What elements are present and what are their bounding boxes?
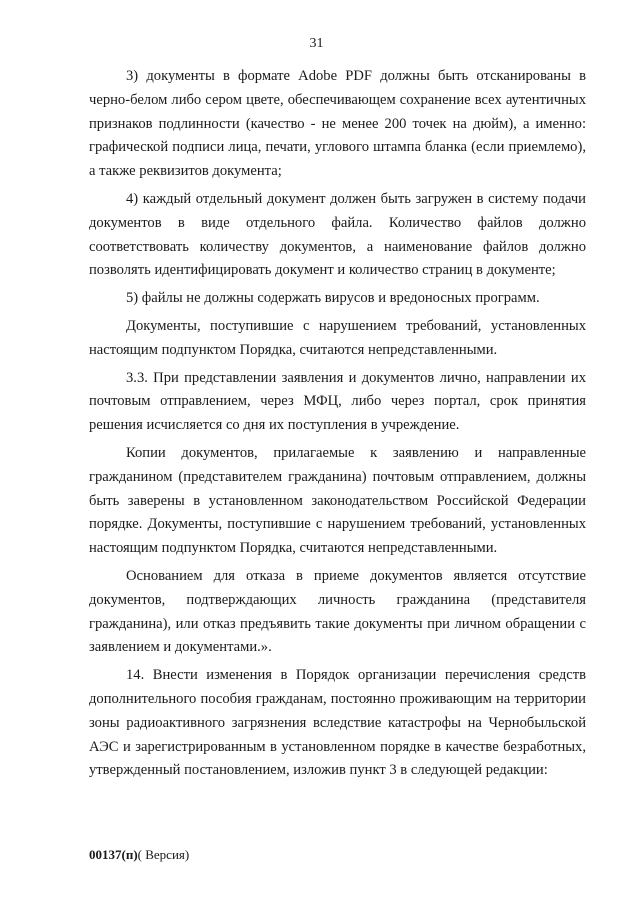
paragraph-14: 14. Внести изменения в Порядок организации перечисления средств дополнительного пособия гражданам, постоянно проживающим на территории зоны радиоактивного загрязнения вследствие катастрофы на Чернобыльской АЭС и зарегистрированным в установленном порядке в качестве безработных, утвержденный постановлением, изложив пункт 3 в следующей редакции:: [89, 667, 586, 779]
paragraph-documents-rejected: Документы, поступившие с нарушением требований, установленных настоящим подпунктом Порядка, считаются непредставленными.: [89, 317, 586, 358]
document-footer: [89, 847, 189, 863]
paragraph-item-5: 5) файлы не должны содержать вирусов и вредоносных программ.: [126, 290, 540, 307]
paragraph-item-4: 4) каждый отдельный документ должен быть загружен в систему подачи документов в виде отдельного файла. Количество файлов должно соответствовать количеству документов, а наименование файлов должно позволять идентифицировать документ и количество страниц в документе;: [89, 190, 586, 279]
document-body: [89, 65, 586, 787]
document-code: 00137(п): [89, 847, 138, 862]
paragraph-copies: Копии документов, прилагаемые к заявлению и направленные гражданином (представителем гражданина) почтовым отправлением, должны быть заверены в установленном законодательством Российской Федерации порядке. Документы, поступившие с нарушением требований, установленных настоящим подпунктом Порядка, считаются непредставленными.: [89, 444, 586, 557]
paragraph-3-3: 3.3. При представлении заявления и документов лично, направлении их почтовым отправлением, через МФЦ, либо через портал, срок принятия решения исчисляется со дня их поступления в учреждение.: [89, 369, 586, 434]
page-number: 31: [309, 36, 324, 51]
paragraph-refusal-grounds: Основанием для отказа в приеме документов является отсутствие документов, подтверждающих личность гражданина (представителя гражданина), или отказ предъявить такие документы при личном обращении с заявлением и документами.».: [89, 567, 586, 656]
paragraph-item-3: 3) документы в формате Adobe PDF должны быть отсканированы в черно-белом либо сером цвете, обеспечивающем сохранение всех аутентичных признаков подлинности (качество - не менее 200 точек на дюйм), а именно: графической подписи лица, печати, углового штампа бланка (если приемлемо), а также реквизитов документа;: [89, 68, 586, 180]
document-version: ( Версия): [137, 847, 190, 862]
